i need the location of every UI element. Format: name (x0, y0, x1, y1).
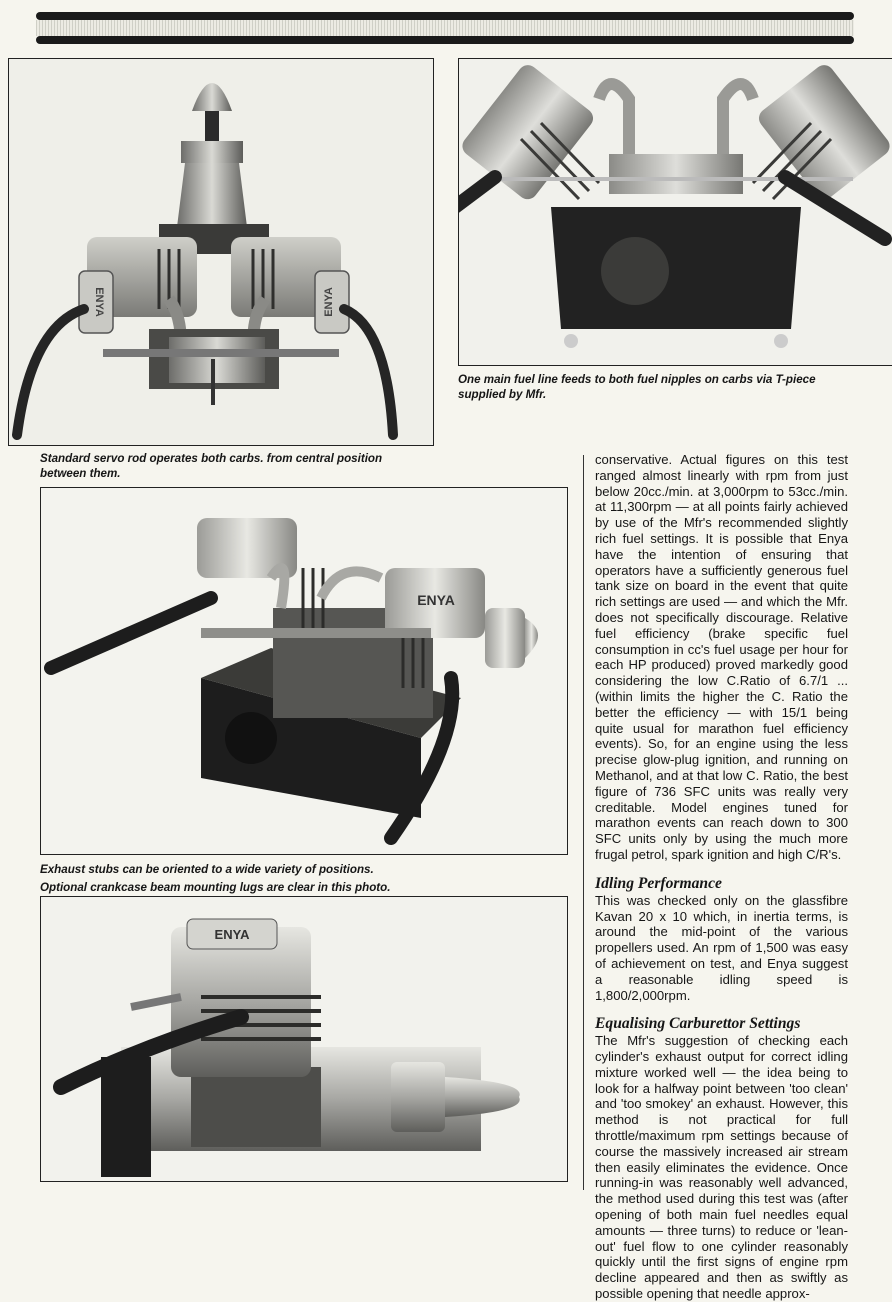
idling-paragraph: This was checked only on the glassfibre Kavan 20 x 10 which, in inertia terms, is around the mid-point of the various propellers used. An rpm of 1,500 was easy of achievement on test, and Enya suggest a reasonable idling speed is 1,800/2,000rpm. (595, 892, 848, 1003)
engine-label-right: ENYA (323, 287, 335, 317)
heading-equalising-carburettor: Equalising Carburettor Settings (595, 1015, 801, 1033)
photo-engine-side-view (40, 896, 568, 1182)
header-rule-top (36, 12, 854, 20)
header-rule-pattern (36, 20, 854, 36)
caption-exhaust-stubs: Exhaust stubs can be oriented to a wide variety of positions. Optional crankcase beam mounting lugs are clear in this photo. (40, 863, 391, 894)
photo-engine-three-quarter-view (40, 487, 568, 855)
engine-label-side: ENYA (214, 927, 250, 942)
article-column (595, 452, 848, 1302)
caption-fuel-line: One main fuel line feeds to both fuel nipples on carbs via T-piece supplied by Mfr. (458, 373, 816, 401)
caption-servo-rod: Standard servo rod operates both carbs. from central position between them. (40, 452, 383, 480)
photo-engine-rear-view (458, 58, 892, 366)
photo-engine-front-view (8, 58, 434, 446)
engine-label-left: ENYA (93, 287, 105, 317)
heading-idling-performance: Idling Performance (595, 874, 722, 892)
header-rule-bottom (36, 36, 854, 44)
column-divider (583, 455, 584, 1190)
engine-label-cylinder: ENYA (417, 592, 455, 608)
carburettor-paragraph: The Mfr's suggestion of checking each cylinder's exhaust output for correct idling mixture worked well — the idea being to look for a halfway point between 'too clean' and 'too smokey' an exhaust. However, this method is not practical for full throttle/maximum rpm settings because of course the massively increased air stream then easily eliminates the evidence. Once running-in was reasonably well advanced, the method used during this test was (after opening of both main fuel needles equal amounts — three turns) to reduce or 'lean-out' fuel flow to one cylinder reasonably quickly until the first signs of engine rpm decline appeared and then as swiftly as possible opening that needle approx- (595, 1033, 848, 1302)
article-intro-paragraph: conservative. Actual figures on this test ranged almost linearly with rpm from just below 20cc./min. at 3,000rpm to 53cc./min. at 11,300rpm — at all points fairly achieved by use of the Mfr's recommended slightly rich fuel settings. It is possible that Enya have the intention of ensuring that operators have a sufficiently generous fuel tank size on board in the event that quite rich settings are used — and which the Mfr. does not specifically discourage. Relative fuel efficiency (brake specific fuel consumption in cc's fuel usage per hour for each HP produced) proved markedly good considering the low C.Ratio of 6.7/1 ... (within limits the higher the C. Ratio the better the efficiency — with 15/1 being quite usual for marathon fuel efficiency events). So, for an engine using the less precise glow-plug ignition, and running on Methanol, and at that low C. Ratio, the best figure of 736 SFC units was really very creditable. Model engines tuned for marathon events can reach down to 300 SFC units only by using the much more frugal petrol, spark ignition and high C/R's. (595, 452, 848, 862)
